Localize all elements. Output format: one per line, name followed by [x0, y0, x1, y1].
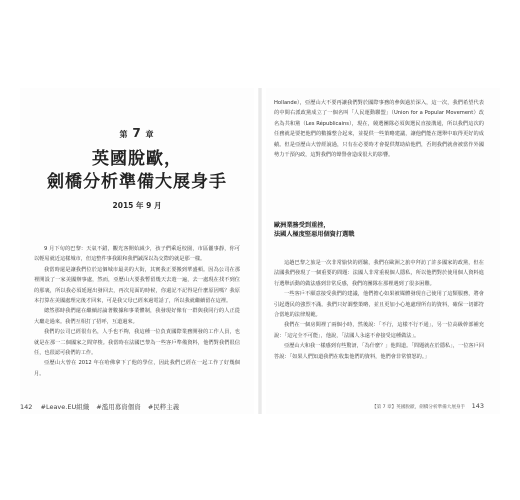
left-body-text	[34, 244, 240, 379]
chapter-title-line1: 英國脫歐，	[92, 149, 182, 169]
paragraph: 我們的公司已經很有名，人手也不夠，我這種一位負責國際業務開發的工作人員，也就是在那一二個國家之間穿梭。我當時在法國巴黎為一些客戶準備資料，他們對我們很信任，也很認可我們的工作。	[34, 329, 240, 357]
paragraph: 亞歷山大和我一樣感到有些驚訝，「為什麼？」他問道。「問題就在於隱私」，一位客戶回答說：「如果人們知道我們在收集他們的資料，他們會非常憤怒的。」	[274, 343, 484, 360]
chapter-title	[20, 148, 254, 194]
right-footer	[266, 402, 484, 410]
hashtag: #Leave.EU組織	[40, 403, 90, 411]
chapter-prefix: 第	[119, 130, 129, 139]
book-gutter	[258, 88, 262, 414]
left-page	[20, 88, 254, 414]
chapter-title-line2: 劍橋分析準備大展身手	[47, 172, 227, 192]
hashtag: #濫用募資個資	[96, 403, 141, 411]
paragraph: 我當時還是讓我們位於這個城市最美的大街，其實我正要搬到華盛頓。因為公司在那裡開設了一家美國辦事處，然而，亞歷山大要我暫留幾天去遊一遍，去一處現在找不到位的那裏，所以我必須延遲出發回去，再次見面的時候，你還記不記得是什麼原因嗎？我原本打算在美國處理完後才回來，可是我父母已經來過電話了，所以我就繼續留在這裡。	[34, 266, 240, 305]
chapter-suffix: 章	[145, 130, 155, 139]
subheading-line2: 法國人極度堅惡用個資打選戰	[274, 231, 355, 238]
page-number-left: 142	[20, 403, 33, 411]
running-header: 【第 7 章】英國脫歐，劍橋分析準備大展身手	[371, 405, 466, 410]
paragraph: 我們在一個房間裡了兩個小時，然後說：「不行，這樣不行不通」，另一位高級幹部補充說：「這完全不可能」，他說，「法國人永遠不會接受這種做法」。	[274, 322, 484, 339]
paragraph: 9 月下旬的巴黎：天氣不錯，觀光客開始減少，孩子們乘返校園，市區儷事靜，你可以輕易就近這樣城市，但這整件事我跟和我們誠深以為交際的就是那一樣。	[34, 246, 240, 263]
right-page	[266, 88, 500, 414]
left-footer	[20, 402, 254, 411]
paragraph: 亞歷山大曾在 2012 年在哈佛拿下了他的學位，因此我們已經在一起工作了好幾個月。	[34, 360, 240, 377]
paragraph: 一些客戶不願意接受我們的建議，他們擔心如果被媒體發現自己使用了這類服務，將會引起選民的強烈不滿。我們只好調整策略，並且更加小心地處理所有的資料，確保一切都符合當地的法律規範。	[274, 291, 484, 319]
hashtag: #民粹主義	[147, 403, 180, 411]
paragraph: 總然那時我們還在繼續討論著數據和事業體制，我發現好像有一群與我同行的人正從大廳走過來。我們互相打了招呼，互道過來。	[34, 308, 240, 325]
chapter-number: 7	[132, 126, 142, 140]
section-subheading	[274, 221, 484, 239]
chapter-heading	[20, 126, 254, 140]
chapter-date: 2015 年 9 月	[112, 201, 162, 210]
right-top-text	[274, 98, 484, 160]
subheading-line1: 歐洲業務受到重挫，	[274, 222, 330, 229]
paragraph: Hollande），亞歷山大不要再讓我們對於國際事務的參與過於深入，這一次，我們希望代表的中間右派政黨成立了一個名叫「人民運動聯盟」（Union for a Popular Movement）改名為共和黨（Les Républicains），現在，競選團隊必須與選民直接溝通，所以我們這次的任務就是要把他們的數據整合起來，並提供一些策略建議，讓他們能在選舉中取得更好的成績。但是亞歷山大曾經說過，只有在必要時才會提供幫助給他們，否則我們就會被當作外國勢力干預內政，這對我們的聲譽會造成很大的影響。	[274, 100, 484, 159]
page-number-right: 143	[471, 402, 484, 410]
right-body-text	[274, 258, 484, 362]
paragraph: 這趟巴黎之旅是一次非常愉快的經驗，我們在歐洲之旅中拜訪了許多國家的政黨，但在法國我們發現了一個重要的問題：法國人非常重視個人隱私，所以他們對於使用個人資料進行選舉活動的做法感到非常反感，我們的團隊在那裡遇到了很多困難。	[274, 260, 484, 287]
